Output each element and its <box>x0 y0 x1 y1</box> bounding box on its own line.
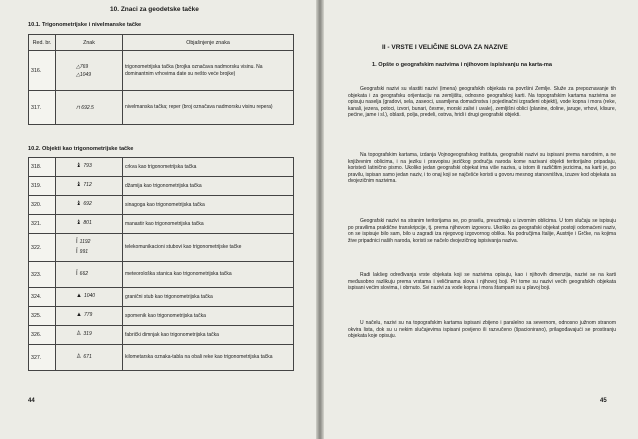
church-icon: ♝ <box>76 163 82 170</box>
monument-icon: ▲ <box>76 312 82 319</box>
paragraph: Na topografskim kartama, izdanja Vojnogeografskog instituta, geografski nazivi su ispisani prema narodnim, a ne književnim oblicima, i na jeziku i pravopisu jezičkog područja naroda kome nazivani objekti teritorijalno pripadaju, koristeći latinično pismo. Ukoliko jedan geografski objekat ima više naziva, u istom ili različitim jezicima, na karti je, po pravilu, ispisan samo jedan naziv, i to onaj koji se najčešće koristi u govoru mesnog stanovništva, izuzev kod objekata sa dvojezičnim nazivima. <box>348 152 616 185</box>
chimney-icon: ♙ <box>76 331 82 338</box>
sign-label: 671 <box>83 353 92 360</box>
paragraph: Geografski nazivi na stranim teritorijama se, po pravilu, preuzimaju u izvornim oblicima. U tom slučaju se ispisuju po pravilima praktične transkripcije, tj. prema njihovom izgovoru. Ukoliko za geografski objekat postoji odomaćeni naziv, on se ispisuje bilo sam, bilo u zagradi iza njegovog izgovornog oblika. Na područjima Italije, Austrije i Grčke, na kojima žive pripadnici naših naroda, koristi se načelo dvojezičnog ispisivanja naziva. <box>348 218 616 244</box>
sign-label: 1040 <box>83 293 96 300</box>
table-row <box>29 177 294 196</box>
row-sign <box>56 307 123 326</box>
sign-label: △1049 <box>76 71 91 78</box>
row-explanation: džamija kao trigonometrijska tačka <box>123 177 294 196</box>
subsection-title-1: 10.1. Trigonometrijske i nivelmanske tačke <box>28 22 142 28</box>
row-explanation: telekomunikacioni stubovi kao trigonometrijske tačke <box>123 234 294 262</box>
header-number: Red. br. <box>29 35 56 51</box>
antenna-icon: Ϊ <box>76 238 78 245</box>
row-sign <box>56 345 123 371</box>
sign-label: ⊓ 692.5 <box>76 104 94 111</box>
table-object-points <box>28 157 294 371</box>
border-post-icon: ▲ <box>76 293 82 300</box>
subsection-title-2: 10.2. Objekti kao trigonometrijske tačke <box>28 146 134 152</box>
sign-label: 712 <box>83 182 92 189</box>
table-row <box>29 307 294 326</box>
table-header-row <box>29 35 294 51</box>
row-number: 325. <box>29 307 56 326</box>
paragraph: Geografski nazivi su vlastiti nazivi (imena) geografskih objekata na površini Zemlje. Služe za prepoznavanje tih objekata i za geografsku orijentaciju na zemljištu, odnosno geografskoj karti. Na topografskim kartama nazivima se opisuju naselja (gradovi, sela, zaseoci, usamljena domaćinstva i pojedinačni izgrađeni objekti), vode kopna i mora (reke, kanali, jezera, potoci, izvori, bunari, česme, morski zalivi i uvale), zemljišni oblici (planine, doline, jaruge, vrhovi, klisure, pećine, jame i sl.), oblasti, polja, predeli, ostrva, hridi i drugi geografski objekti. <box>348 86 616 119</box>
row-sign <box>56 326 123 345</box>
row-number: 326. <box>29 326 56 345</box>
sign-label: 801 <box>83 220 92 227</box>
table-row <box>29 91 294 125</box>
table-row <box>29 158 294 177</box>
row-sign <box>56 51 123 91</box>
synagogue-icon: ♝ <box>76 201 82 208</box>
sign-label: 779 <box>83 312 93 319</box>
chapter-heading: II - VRSTE I VELIČINE SLOVA ZA NAZIVE <box>382 44 508 51</box>
sign-label: 1192 <box>79 238 91 245</box>
row-explanation: manastir kao trigonometrijska tačka <box>123 215 294 234</box>
sign-label: 319 <box>83 331 92 338</box>
row-explanation: meteorološka stanica kao trigonometrijska tačka <box>123 262 294 288</box>
book-spine <box>316 0 324 439</box>
row-number: 320. <box>29 196 56 215</box>
row-sign <box>56 177 123 196</box>
table-row <box>29 326 294 345</box>
antenna-icon: Ϊ <box>76 248 78 255</box>
table-row <box>29 234 294 262</box>
paragraph: Radi lakšeg određivanja vrste objekata koji se nazivima opisuju, kao i njihovih dimenzija, nazivi se na karti međusobno razlikuju prema vrstama i veličinama slova i njihovoj boji. Pri tome su nazivi većih geografskih objekata ispisani većim slovima, i obrnuto. Svi nazivi za vode kopna i mora štampani su u plavoj boji. <box>348 272 616 292</box>
section-title: 10. Znaci za geodetske tačke <box>110 6 199 13</box>
paragraph: U načelu, nazivi su na topografskim kartama ispisani zbijeno i paralelno sa severnom, odnosno južnom stranom okvira lista, dok su u nekim slučajevima ispisani povijeno ili razvučeno (špacionirano), prilagođavajući se prostiranju objekata koje opisuju. <box>348 320 616 340</box>
sign-label: △769 <box>76 63 89 70</box>
row-sign <box>56 196 123 215</box>
mosque-icon: ♝ <box>76 182 82 189</box>
row-explanation: kilometarska oznaka-tabla na obali reke kao trigonometrijska tačka <box>123 345 294 371</box>
row-sign <box>56 91 123 125</box>
row-number: 324. <box>29 288 56 307</box>
row-explanation: crkva kao trigonometrijska tačka <box>123 158 294 177</box>
row-number: 327. <box>29 345 56 371</box>
row-sign <box>56 215 123 234</box>
table-row <box>29 51 294 91</box>
monastery-icon: ♝ <box>76 220 82 227</box>
table-row <box>29 215 294 234</box>
row-number: 317. <box>29 91 56 125</box>
table-row <box>29 288 294 307</box>
weather-station-icon: Ϊ <box>76 270 78 277</box>
row-sign <box>56 234 123 262</box>
section-subheading: 1. Opšte o geografskim nazivima i njihovom ispisivanju na karta-ma <box>372 62 552 68</box>
header-explanation: Objašnjenje znaka <box>123 35 294 51</box>
row-explanation: trigonometrijska tačka (brojka označava nadmorsku visinu. Na dominantnim vrhovima date su nešto veće brojke) <box>123 51 294 91</box>
sign-label: 793 <box>83 163 92 170</box>
row-sign <box>56 262 123 288</box>
row-explanation: fabrički dimnjak kao trigonometrijska tačka <box>123 326 294 345</box>
row-explanation: sinagoga kao trigonometrijska tačka <box>123 196 294 215</box>
sign-label: 991 <box>79 248 89 255</box>
row-number: 316. <box>29 51 56 91</box>
sign-label: 692 <box>83 201 92 208</box>
row-number: 323. <box>29 262 56 288</box>
page-number-left: 44 <box>28 398 35 404</box>
page-number-right: 45 <box>600 398 607 404</box>
row-number: 318. <box>29 158 56 177</box>
table-trig-points <box>28 34 294 125</box>
row-explanation: spomenik kao trigonometrijska tačka <box>123 307 294 326</box>
row-explanation: granični stub kao trigonometrijska tačka <box>123 288 294 307</box>
row-explanation: nivelmanska tačka; reper (broj označava nadmorsku visinu repera) <box>123 91 294 125</box>
table-row <box>29 345 294 371</box>
row-number: 322. <box>29 234 56 262</box>
river-marker-icon: ♙ <box>76 353 82 360</box>
table-row <box>29 196 294 215</box>
right-page <box>320 0 638 439</box>
row-number: 319. <box>29 177 56 196</box>
header-sign: Znak <box>56 35 123 51</box>
table-row <box>29 262 294 288</box>
row-sign <box>56 288 123 307</box>
sign-label: 662 <box>79 270 89 277</box>
row-number: 321. <box>29 215 56 234</box>
row-sign <box>56 158 123 177</box>
